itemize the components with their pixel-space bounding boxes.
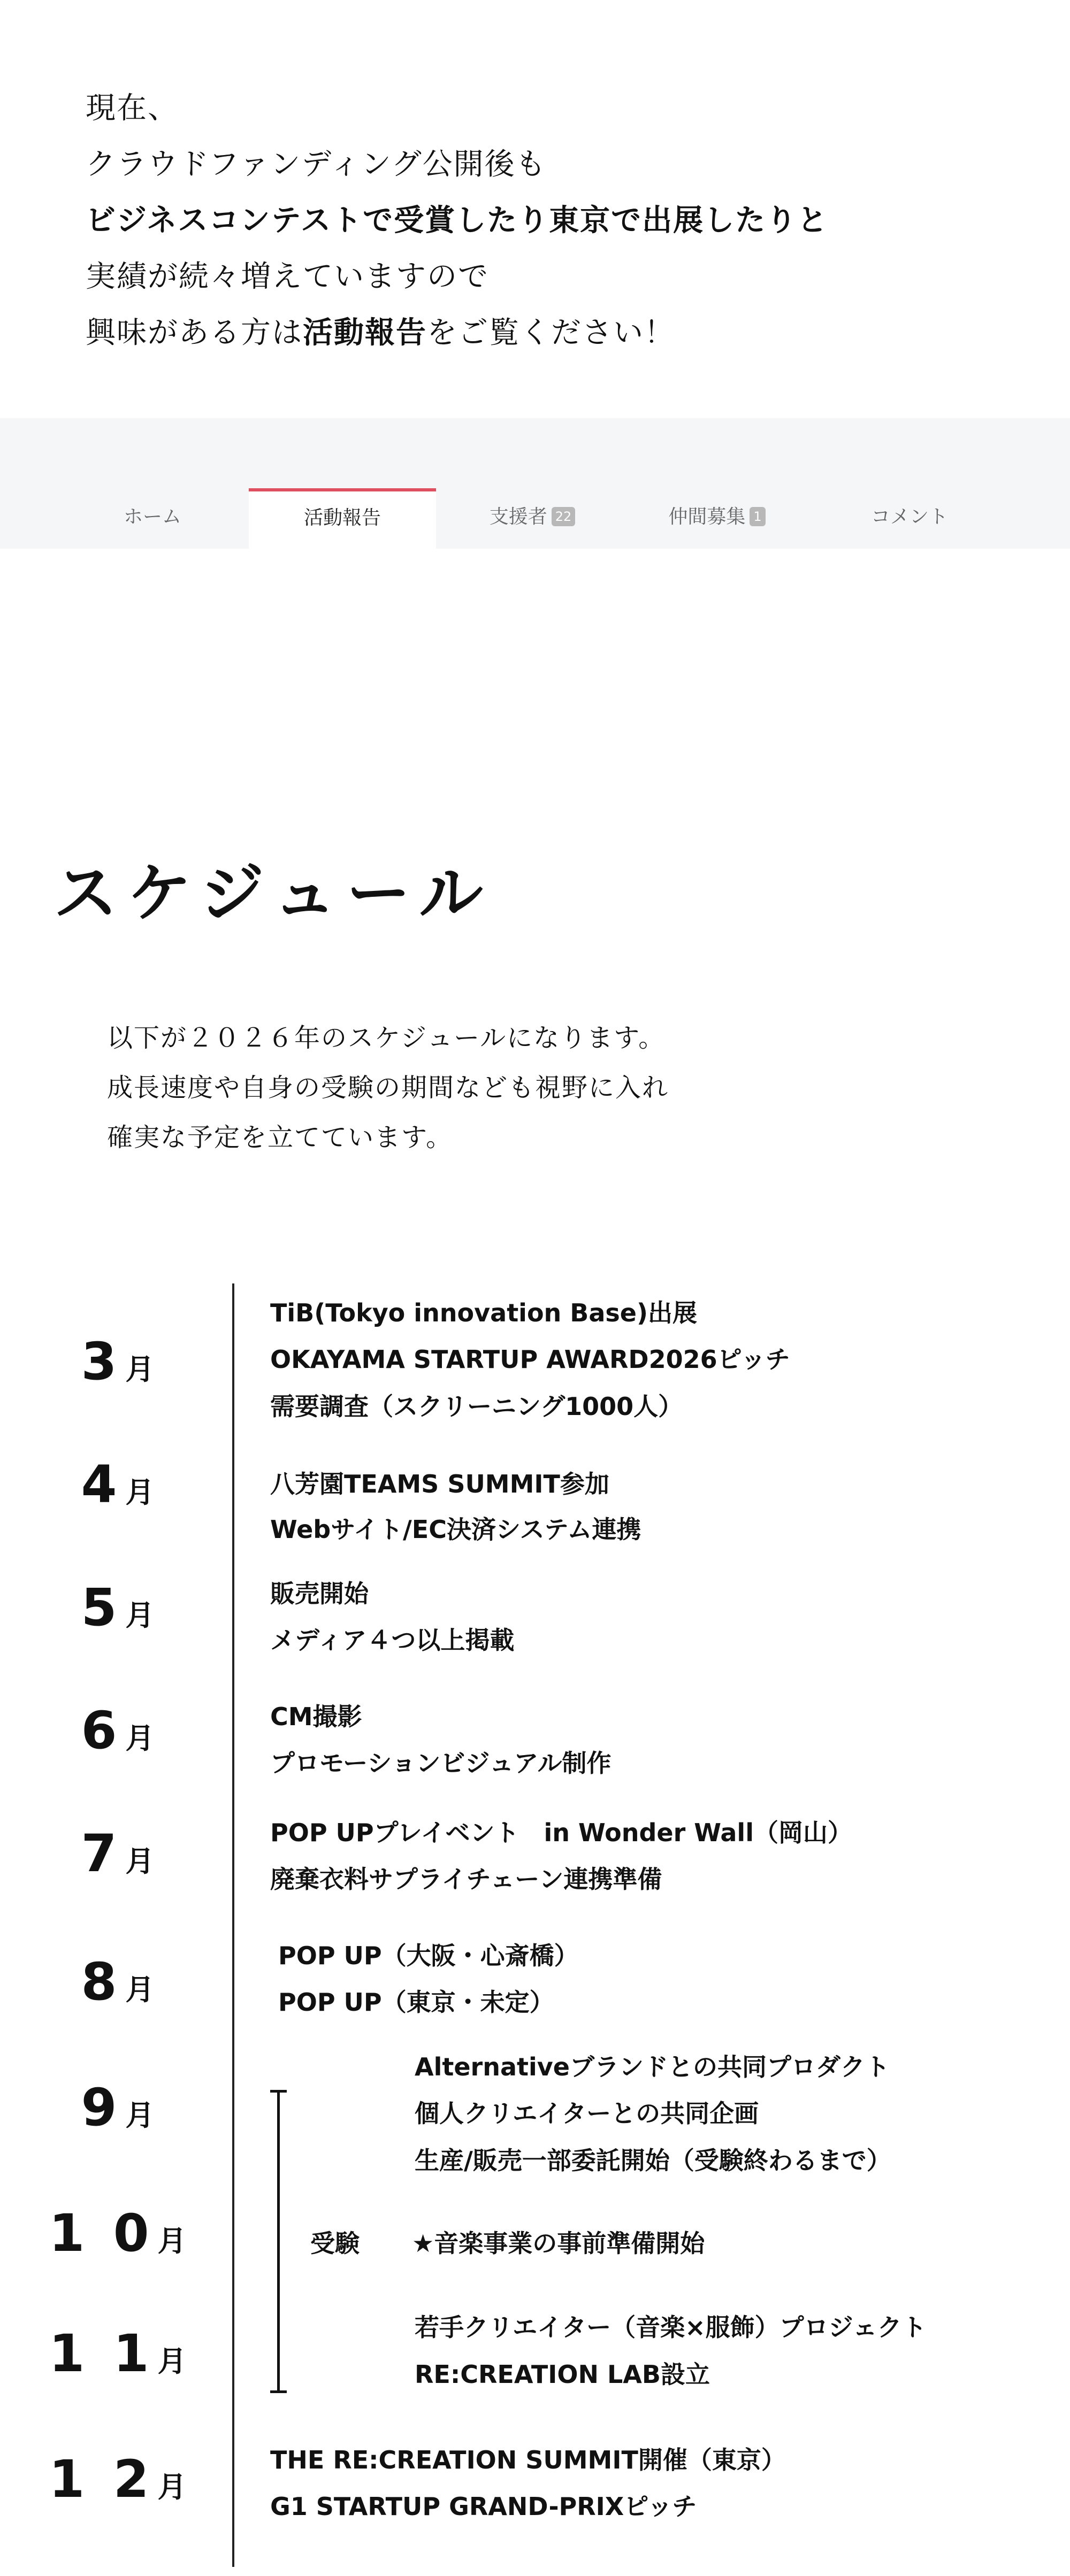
supporters-count-badge: 22 — [552, 507, 576, 526]
tab-activity-report[interactable] — [249, 488, 436, 550]
event-item: 若手クリエイター（音楽×服飾）プロジェクト — [415, 2313, 927, 2342]
month-july — [37, 1824, 198, 1883]
timeline-divider — [232, 1283, 234, 2567]
month-number: 3 — [81, 1332, 123, 1391]
intro-text — [86, 80, 828, 361]
month-unit: 月 — [157, 2224, 187, 2258]
schedule-heading: スケジュール — [54, 857, 493, 931]
bracket-bottom-cap — [270, 2390, 287, 2393]
month-number: 4 — [81, 1455, 123, 1514]
tab-label: 活動報告 — [303, 507, 381, 529]
month-number: 1 2 — [49, 2449, 155, 2509]
month-november — [37, 2324, 198, 2383]
exam-period-bracket — [277, 2091, 280, 2393]
intro-line — [86, 305, 828, 361]
month-unit: 月 — [125, 1598, 155, 1632]
month-june — [37, 1701, 198, 1760]
event-item: 需要調査（スクリーニング1000人） — [270, 1392, 683, 1421]
event-item: 販売開始 — [270, 1579, 369, 1608]
month-august — [37, 1952, 198, 2012]
event-item: Webサイト/EC決済システム連携 — [270, 1515, 641, 1544]
description-line: 以下が２０２６年のスケジュールになります。 — [107, 1023, 666, 1053]
tab-label: ホーム — [123, 506, 181, 528]
intro-text-segment: 興味がある方は — [86, 316, 303, 350]
description-line: 確実な予定を立てています。 — [107, 1122, 453, 1152]
tab-label: 支援者 — [489, 506, 547, 528]
month-unit: 月 — [125, 1721, 155, 1755]
description-line: 成長速度や自身の受験の期間なども視野に入れ — [107, 1073, 669, 1103]
event-item: TiB(Tokyo innovation Base)出展 — [270, 1298, 698, 1327]
exam-period-label: 受験 — [310, 2229, 360, 2258]
event-item: ★音楽事業の事前準備開始 — [412, 2229, 705, 2258]
project-tab-bar — [0, 418, 1070, 549]
intro-line: 実績が続々増えていますので — [86, 259, 489, 294]
event-item: THE RE:CREATION SUMMIT開催（東京） — [270, 2446, 786, 2474]
event-item: POP UP（大阪・心斎橋） — [278, 1941, 579, 1970]
event-item: CM撮影 — [270, 1702, 362, 1731]
month-number: 9 — [81, 2078, 123, 2137]
bracket-top-cap — [270, 2090, 287, 2093]
month-september — [37, 2078, 198, 2137]
activity-report-emphasis: 活動報告 — [303, 316, 427, 350]
recruitment-count-badge: 1 — [750, 507, 765, 526]
event-item: 個人クリエイターとの共同企画 — [415, 2099, 759, 2128]
month-number: 1 1 — [49, 2324, 155, 2383]
tab-recruitment[interactable] — [623, 490, 811, 549]
schedule-description — [107, 1013, 669, 1163]
month-may — [37, 1578, 198, 1637]
month-number: 7 — [81, 1824, 123, 1883]
event-item: POP UPプレイベント in Wonder Wall（岡山） — [270, 1818, 852, 1847]
month-unit: 月 — [125, 1352, 155, 1386]
event-item: G1 STARTUP GRAND-PRIXピッチ — [270, 2492, 697, 2521]
event-item: 八芳園TEAMS SUMMIT参加 — [270, 1470, 609, 1498]
month-number: 1 0 — [49, 2203, 155, 2263]
event-item: 生産/販売一部委託開始（受験終わるまで） — [415, 2146, 891, 2175]
event-item: OKAYAMA STARTUP AWARD2026ピッチ — [270, 1345, 790, 1374]
event-item: プロモーションビジュアル制作 — [270, 1749, 612, 1778]
event-item: 廃棄衣料サプライチェーン連携準備 — [270, 1865, 662, 1894]
month-unit: 月 — [157, 2470, 187, 2504]
month-unit: 月 — [125, 1475, 155, 1509]
tab-home[interactable] — [59, 490, 246, 549]
month-number: 8 — [81, 1952, 123, 2012]
event-item: POP UP（東京・未定） — [278, 1988, 554, 2017]
month-unit: 月 — [125, 1973, 155, 2006]
tab-comments[interactable] — [816, 490, 1003, 549]
month-number: 5 — [81, 1578, 123, 1637]
intro-line: クラウドファンディング公開後も — [86, 147, 547, 182]
month-april — [37, 1455, 198, 1514]
intro-text-segment: をご覧ください！ — [427, 316, 675, 350]
month-unit: 月 — [157, 2344, 187, 2378]
tab-label: 仲間募集 — [668, 506, 746, 528]
intro-line: 現在、 — [86, 91, 179, 126]
tab-label: コメント — [870, 506, 948, 528]
event-item: RE:CREATION LAB設立 — [415, 2360, 710, 2389]
month-march — [37, 1332, 198, 1391]
month-unit: 月 — [125, 2098, 155, 2132]
month-october — [37, 2203, 198, 2263]
tab-supporters[interactable] — [439, 490, 626, 549]
month-december — [37, 2449, 198, 2509]
intro-line: ビジネスコンテストで受賞したり東京で出展したりと — [86, 203, 829, 238]
month-unit: 月 — [125, 1844, 155, 1878]
month-number: 6 — [81, 1701, 123, 1760]
event-item: メディア４つ以上掲載 — [270, 1626, 515, 1655]
event-item: Alternativeブランドとの共同プロダクト — [415, 2052, 890, 2081]
